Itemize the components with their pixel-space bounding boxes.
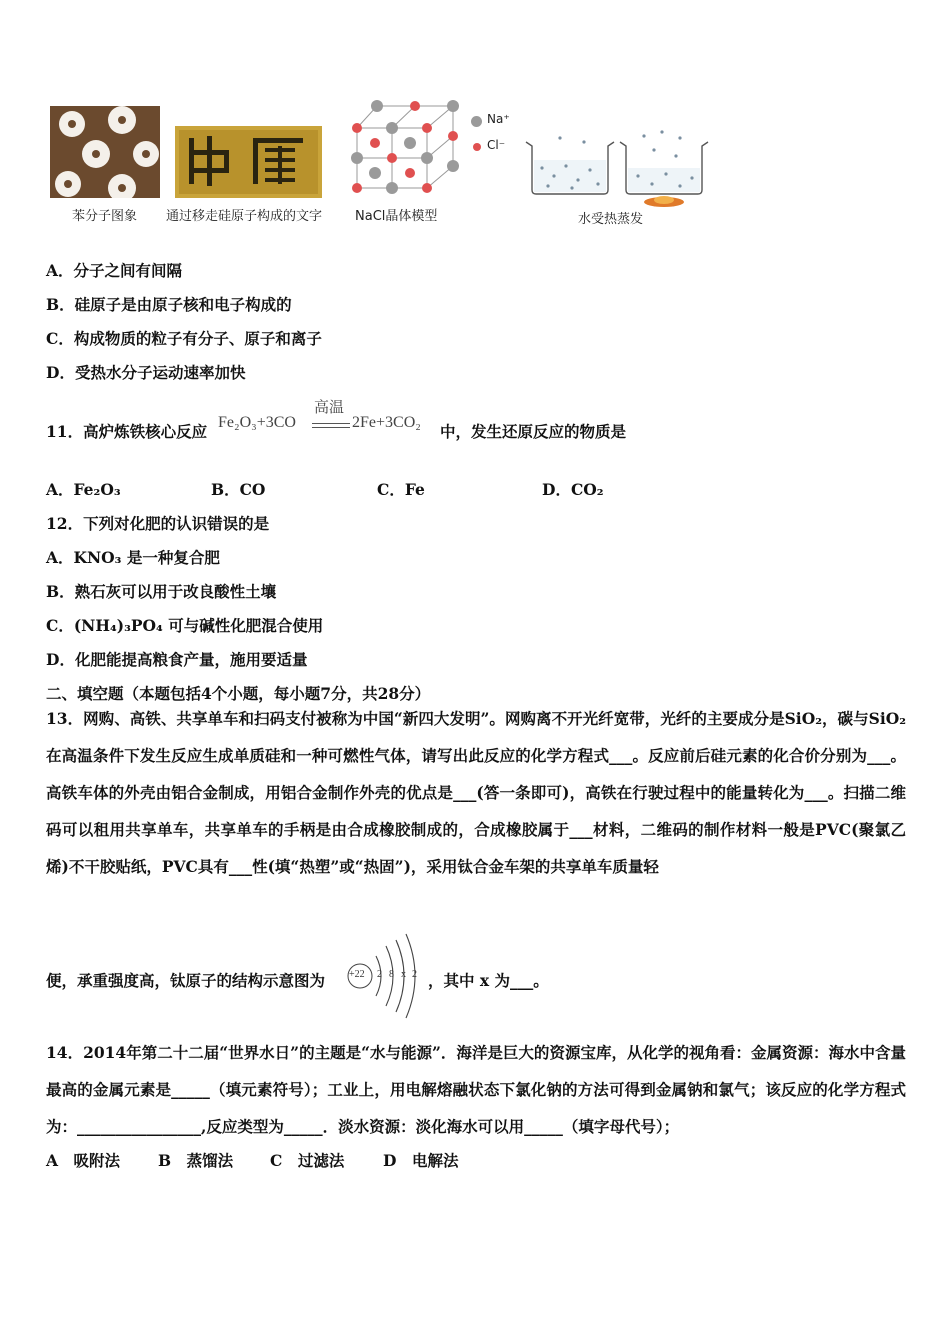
q14-option-b: B 蒸馏法 — [158, 1151, 234, 1170]
atom-shell-4-label: 2 — [412, 969, 417, 980]
q13-text: 13．网购、高铁、共享单车和扫码支付被称为中国“新四大发明”。网购离不开光纤宽带，光纤的主要成分是SiO₂，碳与SiO₂在高温条件下发生反应生成单质硅和一种可燃性气体，请写出此反应的化学方程式___。反应前后硅元素的化合价分别为___。高铁车体的外壳由铝合金制成，用铝合金制作外壳的优点是___(答一条即可)，高铁在行驶过程中的能量转化为___。扫描二维码可以租用共享单车，共享单车的手柄是由合成橡胶制成的，合成橡胶属于___材料，二维码的制作材料一般是PVC(聚氯乙烯)不干胶贴纸，PVC具有___性(填“热塑”或“热固”)，采用钛合金车架的共享单车质量轻 — [46, 709, 906, 876]
q11-equation-condition: 高温 — [314, 400, 345, 416]
water-caption: 水受热蒸发 — [578, 212, 644, 227]
q10-option-a: A．分子之间有间隔 — [46, 261, 183, 280]
q10-option-b: B．硅原子是由原子核和电子构成的 — [46, 295, 292, 314]
q13-line2-suffix: ，其中 x 为___。 — [428, 971, 549, 990]
q12-option-d: D．化肥能提高粮食产量，施用要适量 — [46, 650, 308, 669]
q14-option-a: A 吸附法 — [46, 1151, 121, 1170]
silicon-image — [175, 126, 322, 198]
q11-equation-left: Fe₂O₃+3CO — [218, 414, 296, 431]
cl-ion-legend-dot — [473, 143, 481, 151]
benzene-figure — [50, 106, 160, 198]
nacl-caption: NaCl晶体模型 — [355, 209, 438, 224]
q11-stem-suffix: 中，发生还原反应的物质是 — [440, 422, 627, 441]
q12-option-b: B．熟石灰可以用于改良酸性土壤 — [46, 582, 277, 601]
q11-option-c: C．Fe — [377, 480, 425, 499]
q12-stem: 12．下列对化肥的认识错误的是 — [46, 514, 270, 533]
q11-equation-double-line — [312, 423, 350, 428]
atom-shell-2-label: 8 — [389, 969, 394, 980]
q11-option-b: B．CO — [211, 480, 266, 499]
titanium-atom-diagram — [344, 932, 426, 1022]
na-ion-legend-dot — [471, 116, 482, 127]
q13-line2-prefix: 便，承重强度高，钛原子的结构示意图为 — [46, 971, 326, 990]
q10-option-d: D．受热水分子运动速率加快 — [46, 363, 246, 382]
benzene-caption: 苯分子图象 — [72, 209, 138, 224]
nacl-figure — [345, 98, 463, 204]
q11-option-a: A．Fe₂O₃ — [46, 480, 121, 499]
silicon-caption: 通过移走硅原子构成的文字 — [166, 209, 323, 224]
q14-text: 14．2014年第二十二届“世界水日”的主题是“水与能源”．海洋是巨大的资源宝库，从化学的视角看：金属资源：海水中含量最高的金属元素是_____（填元素符号）；工业上，用电解熔融状态下氯化钠的方法可得到金属钠和氯气；该反应的化学方程式为：________________,反应类型为_____．淡水资源：淡化海水可以用_____（填字母代号）； — [46, 1043, 906, 1136]
q12-option-c: C．(NH₄)₃PO₄ 可与碱性化肥混合使用 — [46, 616, 324, 635]
atom-shell-1-label: 2 — [377, 969, 382, 980]
q11-stem-prefix: 11．高炉炼铁核心反应 — [46, 422, 208, 441]
atom-shell-3-label: x — [401, 969, 406, 980]
atom-nucleus-label: +22 — [349, 969, 365, 980]
water-evaporation-figure — [520, 128, 710, 208]
q11-option-d: D．CO₂ — [542, 480, 604, 499]
benzene-image — [50, 106, 160, 198]
q11-equation-right: 2Fe+3CO₂ — [352, 414, 421, 431]
q10-option-c: C．构成物质的粒子有分子、原子和离子 — [46, 329, 322, 348]
water-beakers-image — [520, 128, 710, 208]
silicon-figure — [175, 126, 322, 198]
cl-ion-legend-label: Cl⁻ — [487, 138, 506, 152]
q14-option-c: C 过滤法 — [270, 1151, 345, 1170]
q14-option-d: D 电解法 — [383, 1151, 459, 1170]
na-ion-legend-label: Na⁺ — [487, 112, 510, 126]
nacl-crystal-image — [345, 98, 463, 204]
section-2-heading: 二、填空题（本题包括4个小题，每小题7分，共28分） — [46, 684, 431, 703]
q12-option-a: A．KNO₃ 是一种复合肥 — [46, 548, 220, 567]
